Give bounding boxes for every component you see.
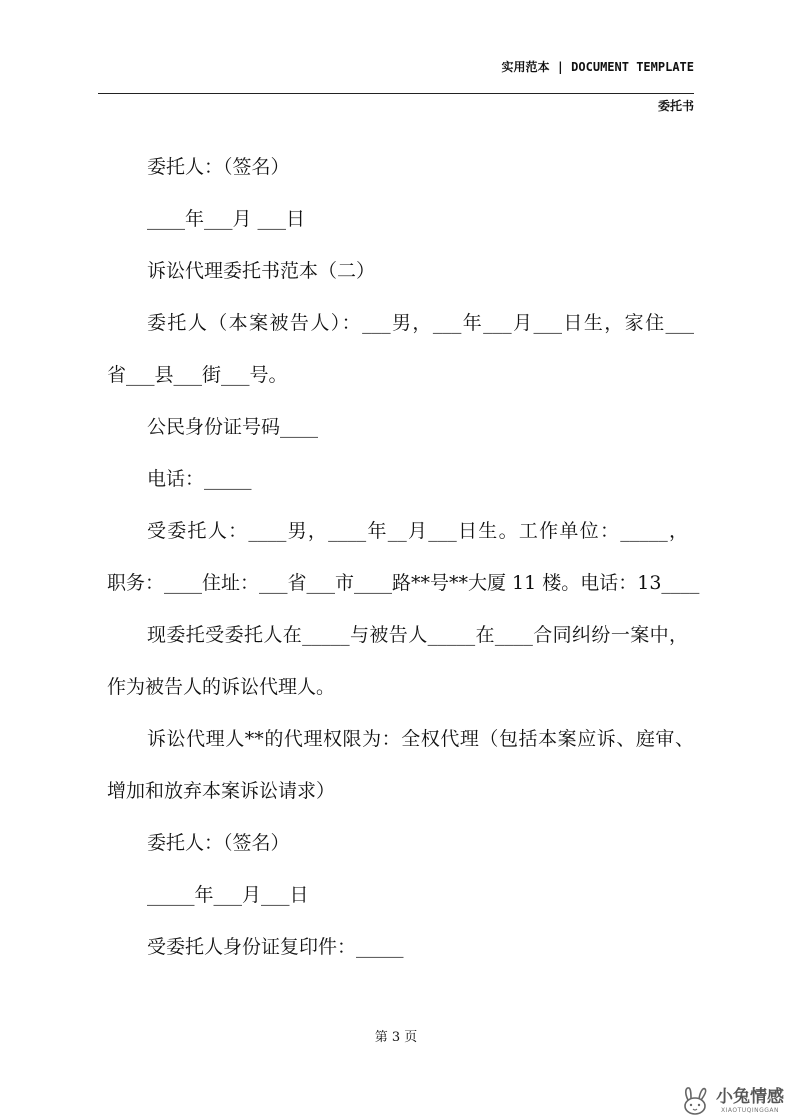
page-number: 第 3 页 bbox=[374, 1030, 418, 1045]
watermark-brand: 小兔情感 bbox=[716, 1087, 784, 1107]
doc-line: ____年___月 ___日 bbox=[147, 208, 306, 230]
header-subtitle: 委托书 bbox=[657, 99, 694, 113]
doc-line: 现委托受委托人在_____与被告人_____在____合同纠纷一案中， bbox=[147, 624, 688, 646]
doc-line-heading: 诉讼代理委托书范本（二） bbox=[147, 260, 376, 282]
rabbit-logo-icon bbox=[678, 1086, 712, 1116]
doc-line: 电话：_____ bbox=[147, 468, 252, 490]
doc-line: 公民身份证号码____ bbox=[147, 416, 319, 438]
doc-line: _____年___月___日 bbox=[147, 884, 309, 906]
doc-line: 省___县___街___号。 bbox=[107, 364, 288, 386]
doc-line: 职务：____住址：___省___市____路**号**大厦 11 楼。电话：13____ bbox=[107, 572, 700, 594]
doc-line: 委托人：（签名） bbox=[147, 832, 290, 854]
header-title: 实用范本 | DOCUMENT TEMPLATE bbox=[501, 60, 694, 74]
watermark-brand-sub: XIAOTUQINGGAN bbox=[720, 1107, 780, 1114]
doc-line: 受委托人：____男，____年__月___日生。工作单位：_____， bbox=[147, 520, 688, 542]
doc-line: 受委托人身份证复印件：_____ bbox=[147, 936, 404, 958]
doc-line: 诉讼代理人**的代理权限为：全权代理（包括本案应诉、庭审、 bbox=[147, 728, 694, 750]
doc-line: 委托人（本案被告人）：___男，___年___月___日生，家住___ bbox=[147, 312, 694, 334]
doc-line: 委托人：（签名） bbox=[147, 156, 290, 178]
header-rule bbox=[98, 93, 694, 94]
doc-line: 增加和放弃本案诉讼请求） bbox=[107, 780, 336, 802]
doc-line: 作为被告人的诉讼代理人。 bbox=[107, 676, 336, 698]
watermark bbox=[678, 1086, 784, 1116]
